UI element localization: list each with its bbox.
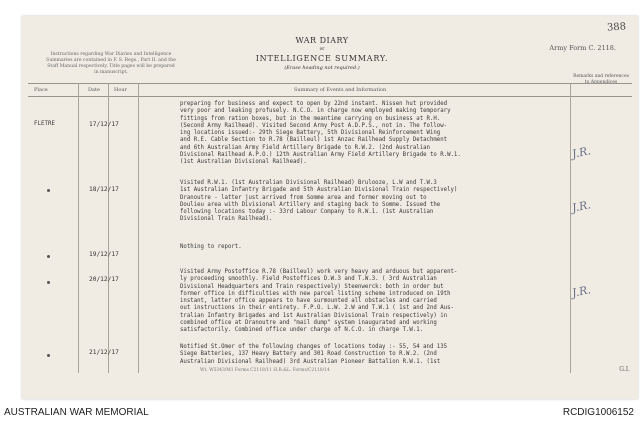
archive-reference: RCDIG1006152 (562, 407, 634, 418)
entry-place: FLETRE (34, 121, 55, 127)
entry-bullet (47, 354, 50, 357)
folio-mark: G.I. (619, 366, 630, 373)
entry-date: 21/12/17 (89, 349, 119, 356)
printer-imprint: Wt. W5343/M1 Forms C2118/11 H.B.&L. Forms/C2118/14 (200, 368, 330, 373)
date-column-header: Date (88, 87, 100, 93)
entry-bullet (47, 189, 50, 192)
entry-text: Visited Army Postoffice R.78 (Bailleul) work very heavy and arduous but apparent- ly proceeding smoothly. Field Postoffices D.W.3 and T.W.3. ( 3rd Australian Divisional Headquarters and Train respectively) Steenwerck: both in order but former office in difficulties with new parcel listing scheme introduced on 19th instant, latter office appears to have surmounted all obstacles and carried out instructions in their entirety. F.P.O. L.W. 2.W and T.W.1 ( 1st and 2nd Aus- tralian Infantry Brigades and 1st Australian Divisional Train respectively) in combined office at Dranoutre and "mail dump" system inaugurated and working satisfactorily. Combined office under charge of N.C.O. in charge T.W.1. (180, 269, 458, 334)
title-erase-note: (Erase heading not required.) (284, 65, 360, 71)
entry-text: preparing for business and expect to open by 22nd instant. Nissen hut provided very poor and leaking profusely. N.C.O. in charge now employed making temporary fittings from ration boxes, but in the meantime carrying on business at R.H. (Second Army Railhead). Visited Second Army Post A.D.P.S., not in. The follow- ing locations issued:- 29th Siege Battery, 5th Divisional Reinforcement Wing and R.E. Cable Section to R.78 (Bailleul) 1st Anzac Railhead Supply Detachment and 6th Australian Army Field Artillery Brigade to R.W.2. (2nd Australian Divisional Railhead A.P.O.) 12th Australian Army Field Artillery Brigade to R.W.1. (1st Australian Divisional Railhead). (180, 101, 461, 166)
remarks-column-header: Remarks and references (573, 74, 629, 79)
summary-remarks-divider (570, 83, 571, 373)
place-column-header: Place (34, 87, 48, 93)
hour-summary-divider (138, 83, 139, 373)
title-war-diary: WAR DIARY (295, 36, 349, 45)
entry-initials: J.R. (570, 144, 592, 161)
entry-date: 17/12/17 (89, 121, 119, 128)
entry-text: Visited R.W.1. (1st Australian Divisional Railhead) Brulooze, L.W and T.W.3 1st Australian Infantry Brigade and 5th Australian Divisional Train respectively) Dranoutre - latter just arrived from Somme area and former moving out to Doulieu area with Divisional Artillery and staging back to Somme. Issued the following locations today :- 33rd Labour Company to R.W.1. (1st Australian Divisional Train Railhead). (180, 180, 458, 223)
header-top-rule (28, 83, 632, 84)
title-intelligence-summary: INTELLIGENCE SUMMARY. (255, 54, 389, 63)
entry-bullet (47, 281, 50, 284)
place-date-divider (78, 83, 79, 373)
summary-column-header: Summary of Events and Information (294, 87, 387, 93)
entry-text: Nothing to report. (180, 244, 242, 250)
hour-column-header: Hour (114, 87, 127, 93)
entry-initials: J.R. (570, 283, 592, 300)
entry-text: Notified St.Omer of the following changes of locations today :- 55, 54 and 135 Siege Batteries, 137 Heavy Battery and 301 Road Construction to R.W.2. (2nd Australian Divisional Railhead) 3rd Australian Pioneer Battalion R.W.1. (1st (180, 344, 448, 365)
header-bottom-rule (28, 96, 632, 97)
title-block (212, 36, 432, 71)
title-or: or (319, 47, 325, 52)
form-number: Army Form C. 2118. (549, 44, 616, 52)
entry-date: 18/12/17 (89, 186, 119, 193)
archive-credit: AUSTRALIAN WAR MEMORIAL (4, 407, 149, 418)
entry-initials: J.R. (570, 198, 592, 215)
entry-date: 19/12/17 (89, 251, 119, 258)
page-number: 388 (606, 21, 627, 34)
entry-date: 20/12/17 (89, 276, 119, 283)
instructions-note: Instructions regarding War Diaries and Intelligence Summaries are contained in F. S. Regs., Part II. and the Staff Manual respectively. Title pages will be prepared in manuscript. (46, 52, 176, 75)
entry-bullet (47, 255, 50, 258)
